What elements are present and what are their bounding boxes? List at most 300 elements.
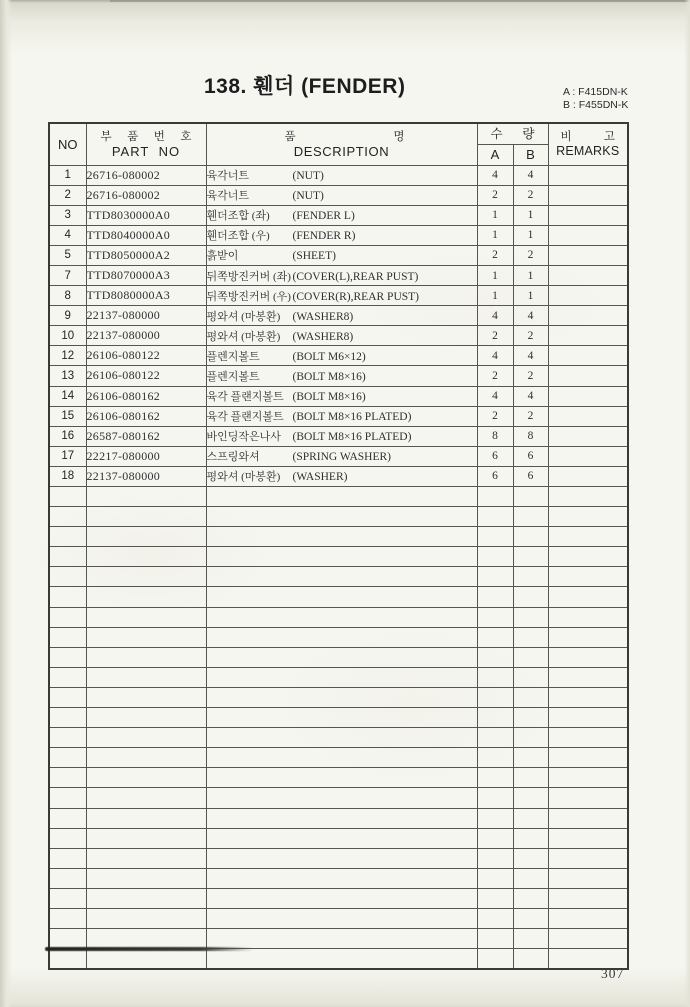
model-codes	[563, 86, 628, 111]
cell-no: 2	[49, 185, 86, 205]
empty-cell	[206, 647, 477, 667]
empty-cell	[49, 647, 86, 667]
empty-cell	[49, 949, 86, 970]
empty-cell	[548, 687, 628, 707]
cell-qty-a: 6	[477, 446, 513, 466]
cell-description	[206, 245, 477, 265]
empty-cell	[206, 768, 477, 788]
cell-part-no: 26106-080162	[86, 386, 206, 406]
cell-part-no: TTD8080000A3	[86, 286, 206, 306]
empty-cell	[206, 567, 477, 587]
empty-cell	[548, 627, 628, 647]
cell-description	[206, 265, 477, 285]
empty-row	[49, 547, 628, 567]
cell-qty-b: 1	[513, 265, 548, 285]
empty-cell	[86, 607, 206, 627]
cell-qty-a: 1	[477, 225, 513, 245]
cell-description-kr: 평와셔 (마봉환)	[206, 471, 281, 484]
empty-row	[49, 808, 628, 828]
table-body	[49, 165, 628, 969]
empty-cell	[49, 708, 86, 728]
cell-no: 14	[49, 386, 86, 406]
cell-description	[206, 386, 477, 406]
empty-cell	[548, 547, 628, 567]
cell-description-en: (WASHER8)	[292, 330, 354, 343]
empty-row	[49, 708, 628, 728]
cell-description-kr: 뒤쪽방진커버 (우)	[206, 290, 291, 303]
empty-cell	[548, 748, 628, 768]
empty-cell	[206, 708, 477, 728]
empty-cell	[513, 848, 548, 868]
cell-qty-b: 6	[513, 446, 548, 466]
empty-cell	[86, 708, 206, 728]
cell-description-kr: 흙받이	[206, 250, 239, 263]
empty-cell	[86, 949, 206, 970]
empty-cell	[477, 667, 513, 687]
cell-description-en: (BOLT M6×12)	[292, 350, 366, 363]
empty-cell	[548, 888, 628, 908]
cell-qty-b: 2	[513, 406, 548, 426]
empty-cell	[513, 728, 548, 748]
empty-cell	[548, 647, 628, 667]
empty-cell	[548, 607, 628, 627]
empty-cell	[206, 507, 477, 527]
scan-edge-right	[684, 0, 690, 1007]
table-row	[49, 165, 628, 185]
empty-cell	[477, 788, 513, 808]
cell-description-en: (NUT)	[292, 190, 324, 203]
cell-qty-a: 1	[477, 205, 513, 225]
empty-cell	[86, 547, 206, 567]
empty-cell	[477, 627, 513, 647]
empty-cell	[206, 848, 477, 868]
parts-table	[48, 122, 629, 970]
empty-row	[49, 587, 628, 607]
empty-cell	[513, 708, 548, 728]
cell-qty-b: 2	[513, 326, 548, 346]
header-remarks	[548, 123, 628, 165]
table-row	[49, 366, 628, 386]
empty-cell	[477, 487, 513, 507]
cell-description-en: (NUT)	[292, 170, 324, 183]
page-title: 138. 휀더 (FENDER)	[204, 75, 406, 98]
header-part-no-en: PART NO	[111, 143, 181, 159]
empty-cell	[548, 908, 628, 928]
cell-remarks	[548, 326, 628, 346]
cell-qty-b: 1	[513, 205, 548, 225]
empty-cell	[513, 507, 548, 527]
table-row	[49, 245, 628, 265]
cell-description	[206, 326, 477, 346]
cell-description	[206, 286, 477, 306]
cell-description-kr: 휀더조합 (우)	[206, 230, 270, 243]
cell-remarks	[548, 165, 628, 185]
empty-cell	[49, 627, 86, 647]
table-row	[49, 406, 628, 426]
cell-part-no: 26587-080162	[86, 426, 206, 446]
header-remarks-kr: 비 고	[560, 130, 615, 143]
cell-no: 12	[49, 346, 86, 366]
empty-cell	[206, 888, 477, 908]
empty-cell	[513, 929, 548, 949]
empty-cell	[49, 808, 86, 828]
empty-cell	[548, 507, 628, 527]
cell-description-kr: 육각 플랜지볼트	[206, 391, 284, 404]
empty-cell	[86, 687, 206, 707]
table-row	[49, 386, 628, 406]
empty-cell	[548, 848, 628, 868]
cell-part-no: 22137-080000	[86, 306, 206, 326]
cell-remarks	[548, 265, 628, 285]
header-description-kr: 품 명	[284, 130, 405, 143]
empty-cell	[548, 527, 628, 547]
cell-qty-a: 2	[477, 366, 513, 386]
empty-row	[49, 788, 628, 808]
empty-cell	[513, 667, 548, 687]
empty-cell	[477, 607, 513, 627]
empty-cell	[548, 728, 628, 748]
cell-description-en: (COVER(L),REAR PUST)	[292, 270, 419, 283]
cell-description	[206, 366, 477, 386]
table-row	[49, 185, 628, 205]
cell-description-kr: 육각너트	[206, 190, 250, 203]
cell-remarks	[548, 386, 628, 406]
empty-row	[49, 687, 628, 707]
empty-cell	[477, 828, 513, 848]
empty-cell	[86, 647, 206, 667]
empty-cell	[206, 527, 477, 547]
cell-description-en: (BOLT M8×16)	[292, 391, 366, 404]
cell-part-no: TTD8040000A0	[86, 225, 206, 245]
empty-row	[49, 647, 628, 667]
table-row	[49, 225, 628, 245]
cell-description-en: (WASHER)	[292, 471, 348, 484]
empty-cell	[206, 487, 477, 507]
empty-row	[49, 949, 628, 970]
empty-cell	[513, 788, 548, 808]
empty-cell	[477, 587, 513, 607]
empty-cell	[513, 868, 548, 888]
empty-cell	[513, 587, 548, 607]
cell-qty-b: 8	[513, 426, 548, 446]
cell-description-kr: 플렌지볼트	[206, 350, 260, 363]
empty-cell	[49, 868, 86, 888]
empty-cell	[206, 808, 477, 828]
empty-cell	[513, 527, 548, 547]
model-code-a: A : F415DN-K	[563, 86, 628, 98]
cell-description-kr: 평와셔 (마봉환)	[206, 330, 281, 343]
cell-description	[206, 185, 477, 205]
empty-cell	[513, 647, 548, 667]
scan-smudge	[45, 947, 253, 951]
empty-cell	[49, 567, 86, 587]
cell-description-kr: 바인딩작은나사	[206, 431, 281, 444]
cell-qty-b: 4	[513, 306, 548, 326]
empty-row	[49, 728, 628, 748]
empty-row	[49, 667, 628, 687]
empty-cell	[49, 607, 86, 627]
empty-row	[49, 567, 628, 587]
cell-no: 1	[49, 165, 86, 185]
cell-part-no: TTD8070000A3	[86, 265, 206, 285]
cell-remarks	[548, 225, 628, 245]
cell-description	[206, 346, 477, 366]
cell-part-no: 26716-080002	[86, 165, 206, 185]
cell-qty-b: 2	[513, 245, 548, 265]
empty-cell	[548, 788, 628, 808]
cell-no: 15	[49, 406, 86, 426]
header-part-no-kr: 부 품 번 호	[100, 130, 192, 143]
empty-cell	[206, 949, 477, 970]
cell-remarks	[548, 205, 628, 225]
empty-row	[49, 507, 628, 527]
cell-description	[206, 446, 477, 466]
empty-cell	[206, 627, 477, 647]
cell-description	[206, 165, 477, 185]
empty-cell	[477, 507, 513, 527]
cell-qty-b: 4	[513, 165, 548, 185]
empty-cell	[477, 748, 513, 768]
cell-no: 4	[49, 225, 86, 245]
cell-description	[206, 205, 477, 225]
cell-qty-a: 2	[477, 245, 513, 265]
empty-cell	[513, 607, 548, 627]
cell-remarks	[548, 306, 628, 326]
cell-qty-a: 4	[477, 386, 513, 406]
scan-edge-top	[110, 0, 690, 2]
cell-remarks	[548, 185, 628, 205]
cell-qty-b: 2	[513, 366, 548, 386]
table-row	[49, 466, 628, 486]
model-code-b: B : F455DN-K	[563, 98, 629, 111]
empty-cell	[206, 728, 477, 748]
empty-cell	[49, 547, 86, 567]
empty-cell	[548, 667, 628, 687]
cell-description-en: (BOLT M8×16 PLATED)	[292, 431, 412, 444]
cell-description-en: (BOLT M8×16 PLATED)	[292, 411, 412, 424]
table-row	[49, 306, 628, 326]
cell-no: 5	[49, 245, 86, 265]
cell-qty-b: 4	[513, 346, 548, 366]
cell-qty-a: 1	[477, 265, 513, 285]
empty-cell	[477, 687, 513, 707]
empty-cell	[86, 828, 206, 848]
cell-no: 10	[49, 326, 86, 346]
empty-cell	[49, 728, 86, 748]
empty-cell	[513, 627, 548, 647]
empty-row	[49, 868, 628, 888]
header-description	[206, 123, 477, 165]
cell-remarks	[548, 446, 628, 466]
table-row	[49, 286, 628, 306]
cell-qty-a: 2	[477, 326, 513, 346]
empty-cell	[86, 527, 206, 547]
empty-cell	[513, 748, 548, 768]
empty-cell	[513, 888, 548, 908]
empty-cell	[513, 687, 548, 707]
empty-cell	[477, 768, 513, 788]
empty-cell	[477, 848, 513, 868]
cell-remarks	[548, 466, 628, 486]
cell-description-kr: 스프링와셔	[206, 451, 260, 464]
cell-description-en: (FENDER L)	[292, 210, 355, 223]
table-row	[49, 205, 628, 225]
cell-description-en: (SPRING WASHER)	[292, 451, 392, 464]
empty-row	[49, 527, 628, 547]
cell-no: 8	[49, 286, 86, 306]
cell-description	[206, 426, 477, 446]
empty-cell	[513, 547, 548, 567]
empty-cell	[477, 708, 513, 728]
empty-cell	[513, 768, 548, 788]
empty-cell	[49, 667, 86, 687]
header-quantity	[477, 123, 548, 144]
cell-part-no: 26716-080002	[86, 185, 206, 205]
empty-cell	[477, 547, 513, 567]
empty-cell	[477, 567, 513, 587]
cell-no: 9	[49, 306, 86, 326]
empty-row	[49, 888, 628, 908]
empty-cell	[86, 768, 206, 788]
header-qty-b: B	[513, 144, 548, 165]
cell-qty-a: 4	[477, 346, 513, 366]
empty-cell	[86, 888, 206, 908]
table-row	[49, 426, 628, 446]
empty-row	[49, 627, 628, 647]
table-header	[49, 123, 628, 165]
empty-cell	[49, 929, 86, 949]
empty-cell	[86, 848, 206, 868]
empty-cell	[206, 687, 477, 707]
empty-cell	[49, 768, 86, 788]
scan-edge-left	[0, 0, 12, 1007]
cell-remarks	[548, 245, 628, 265]
page-number: 307	[601, 966, 625, 981]
cell-part-no: TTD8030000A0	[86, 205, 206, 225]
empty-cell	[548, 487, 628, 507]
cell-no: 18	[49, 466, 86, 486]
table-row	[49, 326, 628, 346]
empty-cell	[548, 708, 628, 728]
empty-cell	[477, 888, 513, 908]
cell-description-en: (WASHER8)	[292, 310, 354, 323]
empty-row	[49, 487, 628, 507]
cell-description-kr: 육각너트	[206, 170, 250, 183]
cell-qty-b: 4	[513, 386, 548, 406]
cell-description-kr: 휀더조합 (좌)	[206, 210, 270, 223]
cell-part-no: 26106-080162	[86, 406, 206, 426]
empty-cell	[86, 507, 206, 527]
cell-part-no: 26106-080122	[86, 366, 206, 386]
empty-row	[49, 607, 628, 627]
header-part-no	[86, 123, 206, 165]
empty-cell	[206, 828, 477, 848]
empty-cell	[49, 527, 86, 547]
empty-row	[49, 848, 628, 868]
header-description-en: DESCRIPTION	[293, 143, 390, 159]
cell-description-en: (FENDER R)	[292, 230, 356, 243]
cell-description-kr: 뒤쪽방진커버 (좌)	[206, 270, 291, 283]
empty-cell	[206, 929, 477, 949]
empty-cell	[513, 567, 548, 587]
cell-description	[206, 406, 477, 426]
empty-row	[49, 828, 628, 848]
cell-description	[206, 225, 477, 245]
empty-cell	[477, 527, 513, 547]
empty-cell	[206, 587, 477, 607]
empty-cell	[86, 627, 206, 647]
empty-cell	[548, 567, 628, 587]
empty-cell	[49, 908, 86, 928]
cell-description-kr: 평와셔 (마봉환)	[206, 310, 281, 323]
empty-cell	[86, 908, 206, 928]
table-row	[49, 346, 628, 366]
empty-cell	[206, 868, 477, 888]
empty-cell	[49, 828, 86, 848]
empty-cell	[513, 808, 548, 828]
empty-cell	[206, 748, 477, 768]
empty-cell	[86, 567, 206, 587]
empty-cell	[206, 667, 477, 687]
empty-cell	[548, 868, 628, 888]
cell-remarks	[548, 426, 628, 446]
cell-remarks	[548, 286, 628, 306]
empty-cell	[49, 687, 86, 707]
cell-qty-b: 1	[513, 225, 548, 245]
cell-part-no: 22137-080000	[86, 326, 206, 346]
cell-description	[206, 466, 477, 486]
cell-description-en: (BOLT M8×16)	[292, 370, 366, 383]
empty-cell	[513, 949, 548, 970]
empty-cell	[86, 788, 206, 808]
empty-cell	[206, 607, 477, 627]
cell-part-no: 22217-080000	[86, 446, 206, 466]
empty-cell	[513, 908, 548, 928]
empty-cell	[49, 848, 86, 868]
empty-cell	[49, 788, 86, 808]
empty-cell	[477, 728, 513, 748]
cell-no: 3	[49, 205, 86, 225]
empty-cell	[86, 667, 206, 687]
header-remarks-en: REMARKS	[556, 143, 620, 158]
empty-row	[49, 768, 628, 788]
cell-qty-b: 6	[513, 466, 548, 486]
empty-row	[49, 748, 628, 768]
cell-part-no: 22137-080000	[86, 466, 206, 486]
empty-row	[49, 908, 628, 928]
empty-cell	[477, 808, 513, 828]
empty-cell	[477, 908, 513, 928]
empty-cell	[548, 929, 628, 949]
cell-qty-b: 1	[513, 286, 548, 306]
header-quantity-kr: 수 량	[490, 126, 535, 141]
empty-cell	[86, 929, 206, 949]
table-row	[49, 446, 628, 466]
cell-no: 17	[49, 446, 86, 466]
empty-cell	[477, 949, 513, 970]
cell-qty-a: 2	[477, 185, 513, 205]
cell-no: 13	[49, 366, 86, 386]
cell-part-no: 26106-080122	[86, 346, 206, 366]
cell-description	[206, 306, 477, 326]
empty-cell	[49, 587, 86, 607]
empty-cell	[477, 868, 513, 888]
empty-cell	[477, 929, 513, 949]
empty-row	[49, 929, 628, 949]
empty-cell	[513, 487, 548, 507]
cell-qty-a: 4	[477, 306, 513, 326]
empty-cell	[86, 748, 206, 768]
